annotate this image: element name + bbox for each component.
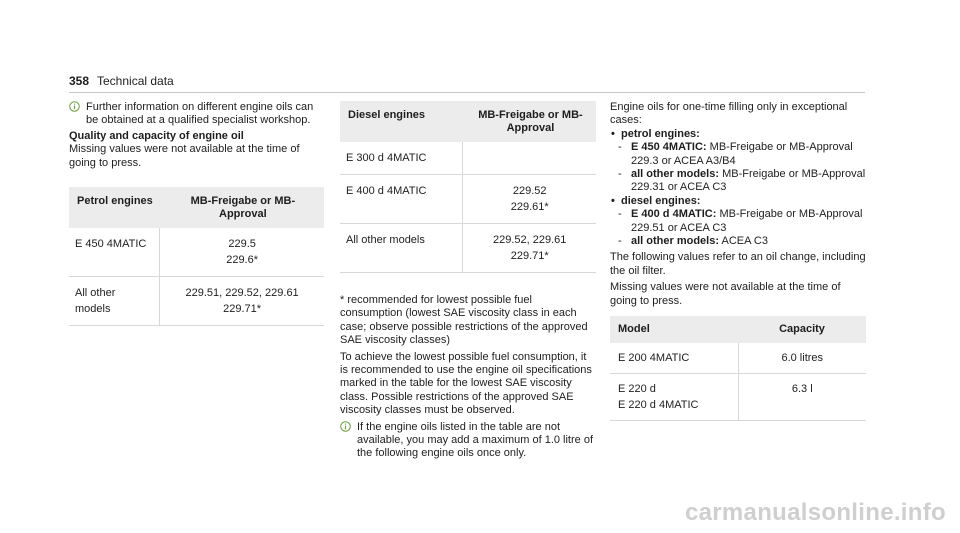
list-item bbox=[610, 208, 866, 248]
oil-quality-heading: Quality and capacity of engine oil bbox=[69, 129, 244, 142]
list-item bbox=[610, 235, 866, 248]
oil-change-text: The following values refer to an oil change, including the oil filter. bbox=[610, 251, 866, 277]
approval-cell bbox=[160, 228, 324, 277]
model-cell bbox=[610, 374, 738, 421]
table-header: MB-Freigabe or MB-Approval bbox=[160, 187, 324, 228]
approval-cell bbox=[463, 175, 596, 224]
engine-cell: E 300 d 4MATIC bbox=[340, 142, 463, 175]
watermark-text: carmanualsonline.info bbox=[684, 499, 946, 526]
approval-line: 229.71* bbox=[223, 303, 262, 316]
list-item-model: all other models: bbox=[631, 168, 720, 181]
capacity-cell: 6.0 litres bbox=[738, 343, 866, 374]
approval-line: 229.61* bbox=[510, 201, 549, 213]
list-item: • petrol engines: bbox=[610, 128, 866, 141]
middle-column bbox=[340, 101, 596, 461]
list-item bbox=[610, 168, 866, 195]
table-row bbox=[340, 175, 596, 224]
left-column bbox=[69, 101, 324, 326]
engine-cell: E 450 4MATIC bbox=[69, 228, 160, 277]
page-number: 358 bbox=[69, 74, 90, 88]
approval-line: 229.5 bbox=[228, 238, 256, 251]
model-cell bbox=[610, 343, 738, 374]
engine-cell: All other models bbox=[69, 277, 160, 326]
table-row bbox=[610, 374, 866, 421]
engine-cell: All other models bbox=[340, 224, 463, 273]
engine-oil-list bbox=[610, 128, 866, 249]
list-item bbox=[610, 141, 866, 195]
table-row bbox=[69, 228, 324, 277]
table-row bbox=[340, 224, 596, 273]
table-row bbox=[69, 277, 324, 326]
table-header: Capacity bbox=[738, 316, 866, 343]
approval-cell bbox=[160, 277, 324, 326]
footnote: * recommended for lowest possible fuel consumption (lowest SAE viscosity class in each case; observe possible restrictions of the approved SAE viscosity classes) bbox=[340, 294, 588, 347]
table-header: Model bbox=[610, 316, 738, 343]
list-item: • diesel engines: bbox=[610, 195, 866, 208]
capacity-cell: 6.3 l bbox=[738, 374, 866, 421]
right-column bbox=[610, 101, 866, 421]
info-note-text: Further information on different engine oils can be obtained at a qualified specialist workshop. bbox=[86, 101, 314, 127]
list-item-text: MB-Freigabe or MB-Approval 229.51 or ACEA C3 bbox=[631, 208, 863, 234]
list-item bbox=[610, 208, 866, 235]
approval-line: 229.52 bbox=[512, 185, 547, 197]
table-row bbox=[340, 142, 596, 175]
section-title: Technical data bbox=[97, 74, 174, 88]
engine-cell: E 400 d 4MATIC bbox=[340, 175, 463, 224]
list-item-text: ACEA C3 bbox=[721, 235, 768, 248]
capacity-table bbox=[610, 316, 866, 421]
approval-line: 229.52, 229.61 bbox=[492, 234, 567, 246]
list-item-text: MB-Freigabe or MB-Approval 229.31 or ACEA C3 bbox=[631, 168, 866, 194]
approval-cell bbox=[463, 224, 596, 273]
table-header: Petrol engines bbox=[69, 187, 160, 228]
table-header: Diesel engines bbox=[340, 101, 463, 142]
list-item bbox=[610, 141, 866, 168]
fuel-consumption-advice: To achieve the lowest possible fuel consumption, it is recommended to use the engine oil specifications marked in the table for the lowest SAE viscosity class. Possible restrictions of the approved SAE viscosity classes must be observed. bbox=[340, 350, 592, 417]
info-icon bbox=[340, 421, 351, 432]
approval-cell bbox=[463, 142, 596, 175]
missing-values-text: Missing values were not available at the time of going to press. bbox=[69, 143, 300, 169]
approval-line: 229.71* bbox=[510, 250, 549, 262]
info-icon bbox=[69, 101, 80, 112]
approval-line: 229.51, 229.52, 229.61 bbox=[185, 287, 299, 300]
missing-values-text: Missing values were not available at the time of going to press. bbox=[610, 281, 841, 307]
page-header bbox=[69, 72, 865, 93]
table-row bbox=[610, 343, 866, 374]
list-item-model: E 450 4MATIC: bbox=[631, 141, 707, 154]
model-line: E 220 d 4MATIC bbox=[618, 399, 699, 412]
model-line: E 200 4MATIC bbox=[618, 352, 690, 365]
diesel-engines-table bbox=[340, 101, 596, 273]
approval-line: 229.6* bbox=[226, 254, 259, 267]
model-line: E 220 d bbox=[618, 383, 656, 396]
one-time-filling-intro: Engine oils for one-time filling only in exceptional cases: bbox=[610, 101, 848, 127]
list-item-text: MB-Freigabe or MB-Approval 229.3 or ACEA A3/B4 bbox=[631, 141, 853, 167]
table-header: MB-Freigabe or MB-Approval bbox=[463, 101, 596, 142]
info-note bbox=[69, 101, 324, 128]
list-item-model: E 400 d 4MATIC: bbox=[631, 208, 717, 221]
info-note bbox=[340, 421, 596, 461]
petrol-engines-table bbox=[69, 187, 324, 326]
list-item-model: all other models: bbox=[631, 235, 720, 248]
info-note-text: If the engine oils listed in the table are not available, you may add a maximum of 1.0 litre of the following engine oils once only. bbox=[357, 420, 594, 460]
